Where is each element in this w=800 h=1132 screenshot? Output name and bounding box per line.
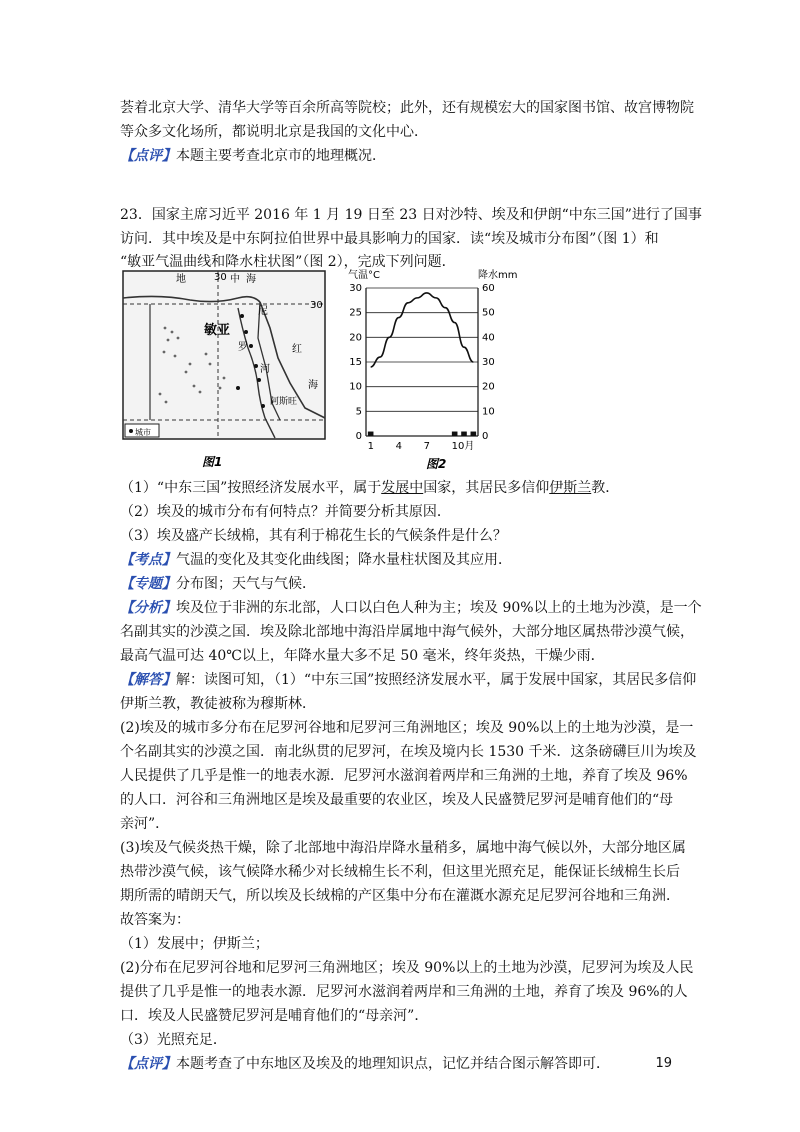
map-label-ni: 尼 [258,306,268,317]
q1-text-b: 国家，其居民多信仰 [423,480,550,496]
precip-tick-label: 0 [482,431,489,442]
answer-para-2: 人民提供了几乎是惟一的地表水源．尼罗河水滋润着两岸和三角洲的土地，养育了埃及 96% [120,768,688,784]
text-line: 荟着北京大学、清华大学等百余所高等院校；此外，还有规模宏大的国家图书馆、故宫博物院 [120,100,694,116]
text-line: 等众多文化场所，都说明北京是我国的文化中心． [120,124,428,140]
fig2-caption: 图2 [426,457,447,471]
final-answer-3: （3）光照充足． [120,1032,227,1048]
q1-blank-2: 伊斯兰 [549,480,592,496]
answer-para-2: 亲河”． [120,816,170,832]
final-answer-2: 口．埃及人民盛赞尼罗河是哺育他们的“母亲河”． [120,1008,429,1024]
precip-bar [471,432,477,436]
map-city-minya: 敏亚 [204,323,231,338]
map-label-lat30: 30 [310,300,323,311]
map-label-red-sea: 海 [308,380,318,391]
final-answer-1: （1）发展中；伊斯兰； [120,936,269,952]
map-label-aswan: 阿斯旺 [270,397,298,407]
subquestion-3: （3）埃及盛产长绒棉，其有利于棉花生长的气候条件是什么？ [120,528,507,544]
jieda-line [120,670,696,690]
temp-series-line [371,293,474,367]
temp-tick-label: 25 [349,307,362,319]
map-label-red: 红 [292,344,302,355]
comment-tag: 【点评】 [120,1056,176,1072]
comment-line [120,1054,610,1074]
zhuanti-line [120,574,316,594]
answer-para-2: 的人口．河谷和三角洲地区是埃及最重要的农业区，埃及人民盛赞尼罗河是哺育他们的“母 [120,792,674,808]
egypt-city-map [120,268,330,473]
temp-tick-label: 10 [349,381,362,393]
temp-tick-label: 30 [349,283,362,294]
jieda-line: 伊斯兰教，教徒被称为穆斯林． [120,696,316,712]
question-text: 23．国家主席习近平 2016 年 1 月 19 日至 23 日对沙特、埃及和伊朗“中东三国”进行了国事 [120,207,702,223]
kaodian-text: 气温的变化及其变化曲线图；降水量柱状图及其应用． [176,552,512,568]
temp-tick-label: 15 [349,357,362,368]
month-tick-label: 7 [423,441,431,452]
temp-tick-label: 0 [355,431,362,442]
month-tick-label: 10月 [451,441,475,452]
precip-bar [452,432,458,436]
temp-tick-label: 20 [349,332,362,344]
kaodian-line [120,550,512,570]
final-answer-2: (2)分布在尼罗河谷地和尼罗河三角洲地区；埃及 90%以上的土地为沙漠，尼罗河为埃及人民 [120,960,694,976]
precip-tick-label: 50 [482,307,495,319]
jieda-tag: 【解答】 [120,672,176,688]
precip-bar [368,432,374,436]
precip-tick-label: 40 [482,332,495,344]
fig1-caption: 图1 [202,455,223,469]
climate-chart [338,266,518,476]
answer-para-3: (3)埃及气候炎热干燥，除了北部地中海沿岸降水量稍多，属地中海气候以外，大部分地区属 [120,840,686,856]
zhuanti-text: 分布图；天气与气候． [176,576,316,592]
comment-text: 本题考查了中东地区及埃及的地理知识点，记忆并结合图示解答即可． [176,1056,610,1072]
answer-para-2: (2)埃及的城市多分布在尼罗河谷地和尼罗河三角洲地区；埃及 90%以上的土地为沙漠，是一 [120,720,694,736]
precip-tick-label: 20 [482,381,495,393]
comment-line [120,146,386,166]
answer-para-3: 期所需的晴朗天气，所以埃及长绒棉的产区集中分布在灌溉水源充足尼罗河谷地和三角洲． [120,888,680,904]
jieda-text: 解：读图可知，（1）“中东三国”按照经济发展水平，属于发展中国家，其居民多信仰 [176,672,697,688]
comment-text: 本题主要考查北京市的地理概况． [176,148,386,164]
question-text: 访问．其中埃及是中东阿拉伯世界中最具影响力的国家．读“埃及城市分布图”（图 1）和 [120,231,659,247]
month-tick-label: 4 [395,441,403,452]
map-label-sea: 地 [176,274,186,285]
question-text: “敏亚气温曲线和降水柱状图”（图 2），完成下列问题． [120,254,456,270]
answer-para-2: 个名副其实的沙漠之国．南北纵贯的尼罗河，在埃及境内长 1530 千米．这条磅礴巨川为埃及 [120,744,697,760]
precip-axis-label: 降水mm [478,270,518,281]
subquestion-1 [120,478,619,498]
map-label-he: 河 [260,364,270,375]
final-answer-2: 提供了几乎是惟一的地表水源．尼罗河水滋润着两岸和三角洲的土地，养育了埃及 96%的人 [120,984,688,1000]
fenxi-tag: 【分析】 [120,600,176,616]
map-label-luo: 罗 [238,342,248,353]
temp-axis-label: 气温°C [348,270,380,281]
map-legend: 城市 [135,428,151,437]
precip-tick-label: 60 [482,283,495,294]
answer-heading: 故答案为： [120,912,190,928]
precip-tick-label: 30 [482,357,495,368]
kaodian-tag: 【考点】 [120,552,176,568]
map-label-sea3: 海 [246,274,256,285]
q1-blank-1: 发展中 [381,480,424,496]
precip-bar [461,432,467,436]
fenxi-line [120,598,702,618]
month-tick-label: 1 [367,441,375,452]
q1-text-c: 教． [591,480,620,496]
fenxi-text: 埃及位于非洲的东北部，人口以白色人种为主；埃及 90%以上的土地为沙漠，是一个 [176,600,702,616]
fenxi-line: 最高气温可达 40℃以上，年降水量大多不足 50 毫米，终年炎热，干燥少雨． [120,648,605,664]
subquestion-2: （2）埃及的城市分布有何特点？并简要分析其原因． [120,504,451,520]
map-label-sea2: 中 [230,274,240,285]
fenxi-line: 名副其实的沙漠之国．埃及除北部地中海沿岸属地中海气候外，大部分地区属热带沙漠气候， [120,624,694,640]
comment-tag: 【点评】 [120,148,176,164]
precip-tick-label: 10 [482,406,495,418]
answer-para-3: 热带沙漠气候，该气候降水稀少对长绒棉生长不利，但这里光照充足，能保证长绒棉生长后 [120,864,680,880]
q1-text-a: （1）“中东三国”按照经济发展水平，属于 [120,480,382,496]
zhuanti-tag: 【专题】 [120,576,176,592]
map-label-lon30: 30 [214,272,227,283]
temp-tick-label: 5 [355,406,362,418]
page-number: 19 [655,1056,672,1071]
